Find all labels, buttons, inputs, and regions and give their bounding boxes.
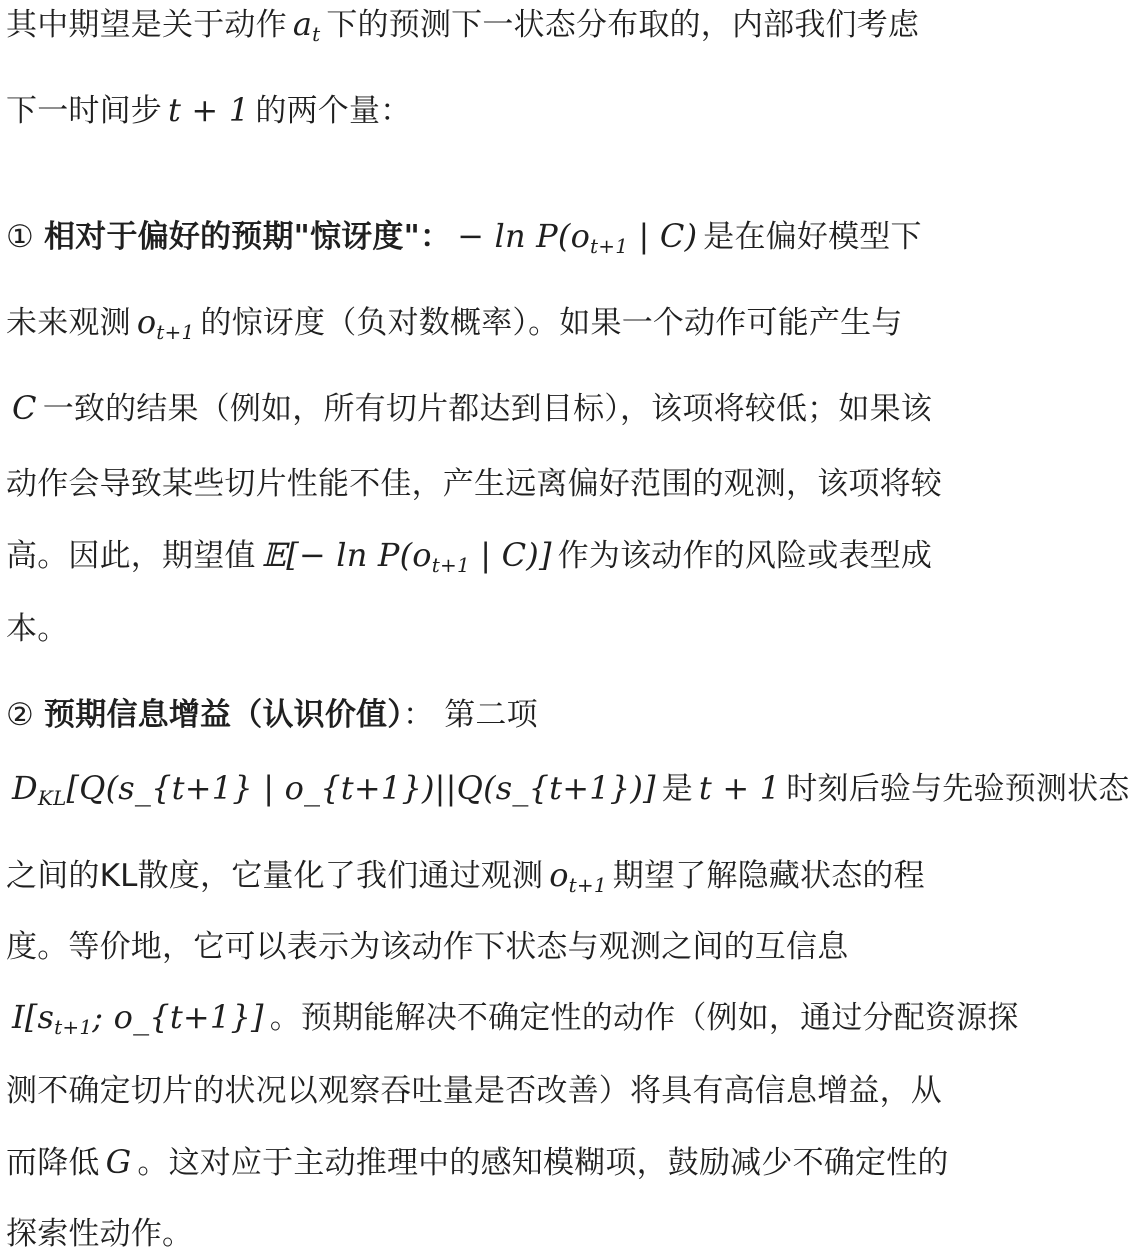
text-run: 本。 xyxy=(6,611,69,647)
math-subscript: t+1 xyxy=(156,320,195,344)
text-line xyxy=(6,300,1076,344)
text-run: 其中期望是关于动作 xyxy=(6,7,287,43)
text-run: 。这对应于主动推理中的感知模糊项，鼓励减少不确定性的 xyxy=(137,1145,949,1181)
text-run: ② xyxy=(6,697,45,733)
text-run: 时刻后验与先验预测状态 xyxy=(786,771,1130,807)
math-main: D xyxy=(12,769,38,807)
text-run: ： 第二项 xyxy=(402,697,538,733)
math-expression xyxy=(699,769,780,807)
math-main: 𝔼[− ln P(o xyxy=(261,536,432,574)
math-expression xyxy=(136,303,195,344)
math-main: o xyxy=(549,856,569,894)
text-line xyxy=(6,533,1076,577)
text-run: 下的预测下一状态分布取的，内部我们考虑 xyxy=(326,7,920,43)
math-subscript: t+1 xyxy=(431,553,470,577)
bold-heading: 预期信息增益（认识价值） xyxy=(44,697,403,733)
math-tail: | C)] xyxy=(469,536,552,574)
math-main: I[s xyxy=(12,998,55,1036)
text-run: 测不确定切片的状况以观察吞吐量是否改善）将具有高信息增益，从 xyxy=(6,1073,942,1109)
text-run: 高。因此，期望值 xyxy=(6,538,256,574)
math-main: G xyxy=(105,1143,132,1181)
text-line xyxy=(6,853,1076,897)
text-line xyxy=(6,1140,1076,1184)
math-main: − ln P(o xyxy=(457,217,591,255)
text-line xyxy=(6,1212,1076,1256)
text-run: 是在偏好模型下 xyxy=(703,219,922,255)
bold-heading: 相对于偏好的预期"惊讶度"： xyxy=(44,219,452,255)
text-line xyxy=(6,462,1076,506)
math-expression xyxy=(12,769,656,810)
math-expression xyxy=(261,536,552,577)
text-line xyxy=(6,386,1076,430)
math-expression xyxy=(549,856,607,897)
text-run: 度。等价地，它可以表示为该动作下状态与观测之间的互信息 xyxy=(6,929,849,965)
text-run: 下一时间步 xyxy=(6,93,162,129)
text-line xyxy=(6,607,1076,651)
text-line xyxy=(6,88,1076,132)
text-run: 的惊讶度（负对数概率）。如果一个动作可能产生与 xyxy=(200,305,903,341)
math-expression xyxy=(12,998,264,1039)
text-run: ① xyxy=(6,219,45,255)
math-expression xyxy=(12,389,37,427)
text-line xyxy=(6,1069,1076,1113)
text-run: 。预期能解决不确定性的动作（例如，通过分配资源探 xyxy=(269,1000,1019,1036)
text-run: 是 xyxy=(661,771,693,807)
text-run: 之间的KL散度，它量化了我们通过观测 xyxy=(6,858,544,894)
text-line xyxy=(6,766,1130,810)
math-subscript: t xyxy=(312,22,321,46)
math-expression xyxy=(168,91,249,129)
text-run: 作为该动作的风险或表型成 xyxy=(557,538,933,574)
text-run: 未来观测 xyxy=(6,305,131,341)
text-line xyxy=(6,693,1076,737)
math-main: a xyxy=(292,5,313,43)
text-line xyxy=(6,2,1076,46)
math-tail: [Q(s_{t+1} | o_{t+1})||Q(s_{t+1})] xyxy=(66,769,656,807)
math-expression xyxy=(292,5,321,46)
math-main: C xyxy=(12,389,37,427)
math-main: t + 1 xyxy=(168,91,250,129)
math-tail: | C) xyxy=(628,217,698,255)
math-main: o xyxy=(136,303,157,341)
text-run: 的两个量： xyxy=(255,93,412,129)
math-subscript: t+1 xyxy=(54,1015,93,1039)
math-subscript: KL xyxy=(37,786,67,810)
math-subscript: t+1 xyxy=(590,234,629,258)
math-expression xyxy=(106,1143,132,1181)
math-main: t + 1 xyxy=(698,769,781,807)
text-run: 一致的结果（例如，所有切片都达到目标），该项将较低；如果该 xyxy=(42,391,932,427)
text-run: 动作会导致某些切片性能不佳，产生远离偏好范围的观测，该项将较 xyxy=(6,466,942,502)
math-subscript: t+1 xyxy=(568,873,607,897)
math-tail: ; o_{t+1}] xyxy=(92,998,264,1036)
text-run: 期望了解隐藏状态的程 xyxy=(612,858,925,894)
text-run: 而降低 xyxy=(6,1145,100,1181)
text-line xyxy=(6,925,1076,969)
text-run: 探索性动作。 xyxy=(6,1216,194,1252)
text-line xyxy=(6,995,1076,1039)
text-line xyxy=(6,214,1076,258)
math-expression xyxy=(457,217,698,258)
